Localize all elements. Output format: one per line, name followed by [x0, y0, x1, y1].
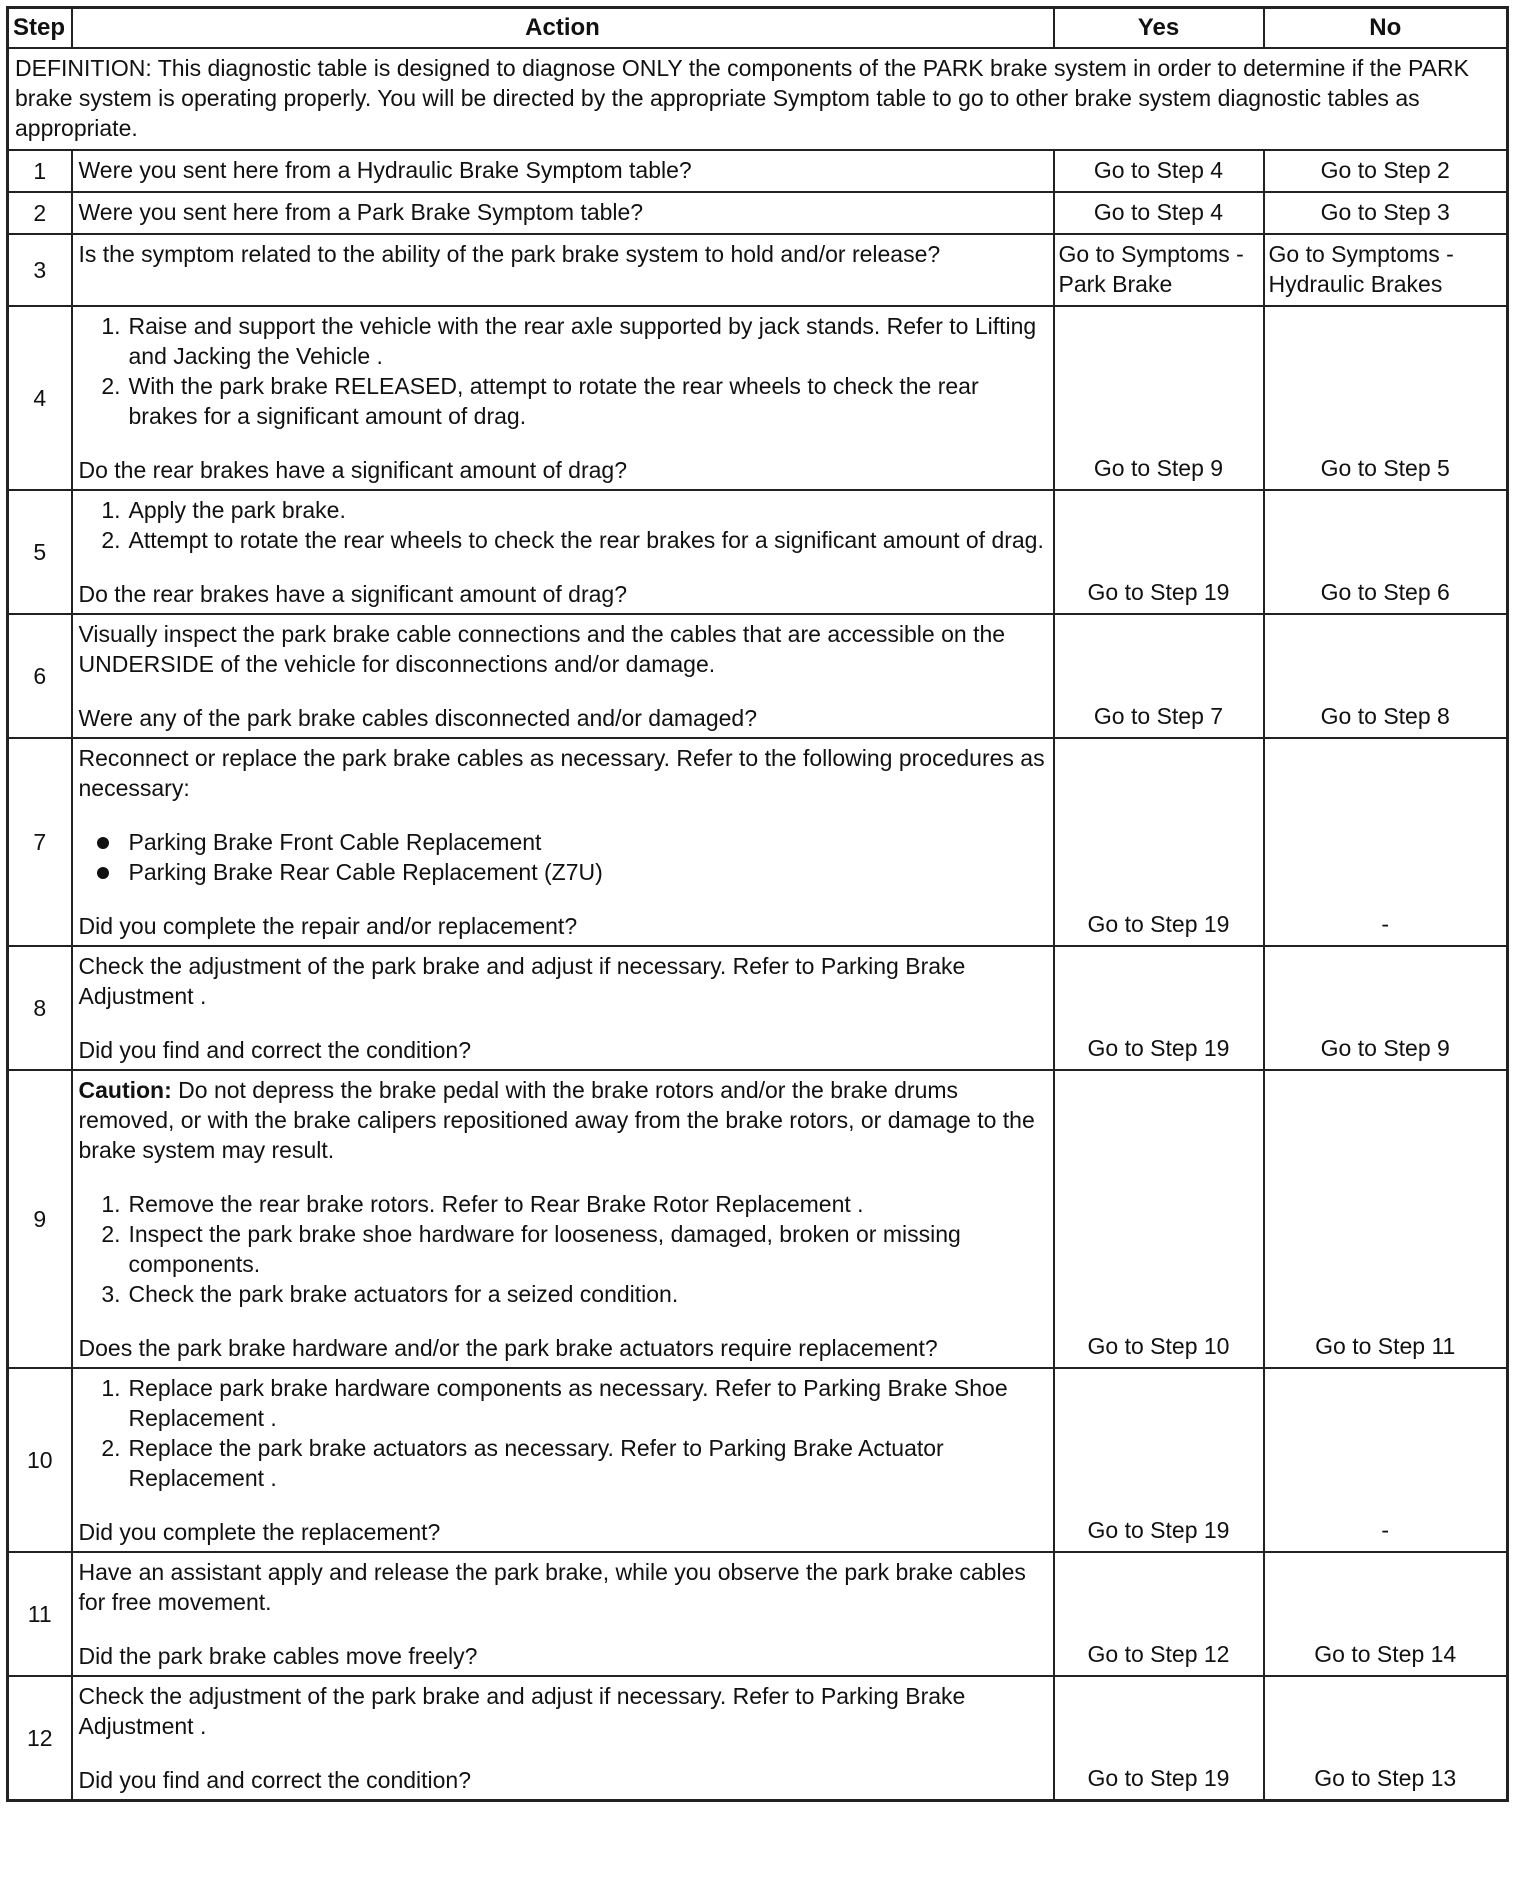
instruction-text: Check the adjustment of the park brake and adjust if necessary. Refer to Parking Brake Adjustment . [78, 1683, 966, 1739]
table-row [8, 192, 1508, 234]
bullet-icon [97, 867, 109, 879]
caution-label: Caution: [78, 1077, 172, 1103]
yes-cell: Go to Step 19 [1054, 946, 1264, 1070]
question-text: Were any of the park brake cables disconnected and/or damaged? [78, 705, 757, 731]
step-number: 2 [8, 192, 72, 234]
definition-text: DEFINITION: This diagnostic table is designed to diagnose ONLY the components of the PARK brake system in order to determine if the PARK brake system is operating properly. You will be directed by the appropriate Symptom table to go to other brake system diagnostic tables as appropriate. [8, 48, 1508, 150]
no-cell: Go to Step 9 [1264, 946, 1508, 1070]
no-cell: Go to Step 11 [1264, 1070, 1508, 1368]
list-item-text: Replace the park brake actuators as necessary. Refer to Parking Brake Actuator Replacement . [128, 1435, 944, 1491]
list-item: 1. Raise and support the vehicle with the rear axle supported by jack stands. Refer to Lifting and Jacking the Vehicle . [101, 313, 1037, 369]
action-cell [72, 614, 1054, 738]
instruction-text: Have an assistant apply and release the park brake, while you observe the park brake cables for free movement. [78, 1559, 1026, 1615]
header-step: Step [8, 8, 72, 49]
question-text: Did the park brake cables move freely? [78, 1643, 478, 1669]
action-cell [72, 192, 1054, 234]
list-item-text: Replace park brake hardware components as necessary. Refer to Parking Brake Shoe Replacement . [128, 1375, 1008, 1431]
caution-text: Do not depress the brake pedal with the brake rotors and/or the brake drums removed, or with the brake calipers repositioned away from the brake rotors, or damage to the brake system may result. [78, 1077, 1035, 1163]
action-cell [72, 1070, 1054, 1368]
list-item-text: Check the park brake actuators for a seized condition. [128, 1281, 679, 1307]
step-number: 10 [8, 1368, 72, 1552]
no-cell: Go to Step 8 [1264, 614, 1508, 738]
step-number: 11 [8, 1552, 72, 1676]
no-cell: Go to Step 6 [1264, 490, 1508, 614]
list-item-text: Raise and support the vehicle with the rear axle supported by jack stands. Refer to Lifting and Jacking the Vehicle . [128, 313, 1037, 369]
caution-note [79, 1075, 1047, 1165]
action-cell [72, 306, 1054, 490]
header-action: Action [72, 8, 1054, 49]
no-cell: Go to Step 14 [1264, 1552, 1508, 1676]
list-item-text: Parking Brake Rear Cable Replacement (Z7U) [128, 859, 603, 885]
list-item [79, 827, 1047, 857]
question-text: Were you sent here from a Park Brake Symptom table? [78, 199, 644, 225]
question-text: Were you sent here from a Hydraulic Brake Symptom table? [78, 157, 692, 183]
question-text: Do the rear brakes have a significant amount of drag? [78, 457, 627, 483]
yes-cell: Go to Step 9 [1054, 306, 1264, 490]
instruction-text: Reconnect or replace the park brake cables as necessary. Refer to the following procedures as necessary: [78, 745, 1045, 801]
procedure-list [79, 1373, 1047, 1493]
no-cell: Go to Step 5 [1264, 306, 1508, 490]
procedure-bullet-list [79, 827, 1047, 887]
step-number: 8 [8, 946, 72, 1070]
question-text: Do the rear brakes have a significant amount of drag? [78, 581, 627, 607]
procedure-list [79, 495, 1047, 555]
no-cell: Go to Step 2 [1264, 150, 1508, 192]
action-cell [72, 1552, 1054, 1676]
list-item: 2. Inspect the park brake shoe hardware for looseness, damaged, broken or missing components. [101, 1221, 961, 1277]
list-item: 2. Attempt to rotate the rear wheels to check the rear brakes for a significant amount of drag. [101, 527, 1044, 553]
step-number: 4 [8, 306, 72, 490]
no-cell: Go to Step 13 [1264, 1676, 1508, 1801]
no-cell: Go to Step 3 [1264, 192, 1508, 234]
step-number: 6 [8, 614, 72, 738]
list-item-text: Inspect the park brake shoe hardware for looseness, damaged, broken or missing components. [128, 1221, 961, 1277]
question-text: Did you find and correct the condition? [78, 1037, 472, 1063]
procedure-list [79, 311, 1047, 431]
yes-cell: Go to Step 19 [1054, 1676, 1264, 1801]
step-number: 9 [8, 1070, 72, 1368]
list-item: 2. Replace the park brake actuators as necessary. Refer to Parking Brake Actuator Replacement . [101, 1435, 944, 1491]
table-row [8, 1552, 1508, 1676]
list-item: 1. Replace park brake hardware components as necessary. Refer to Parking Brake Shoe Replacement . [101, 1375, 1008, 1431]
table-row [8, 306, 1508, 490]
yes-cell: Go to Step 19 [1054, 490, 1264, 614]
yes-cell: Go to Step 19 [1054, 738, 1264, 946]
list-item: 2. With the park brake RELEASED, attempt to rotate the rear wheels to check the rear brakes for a significant amount of drag. [101, 373, 979, 429]
procedure-list [79, 1189, 1047, 1309]
step-number: 12 [8, 1676, 72, 1801]
list-item-text: With the park brake RELEASED, attempt to rotate the rear wheels to check the rear brakes for a significant amount of drag. [128, 373, 979, 429]
header-row [8, 8, 1508, 49]
list-item [79, 857, 1047, 887]
question-text: Did you complete the replacement? [78, 1519, 441, 1545]
yes-cell: Go to Step 4 [1054, 192, 1264, 234]
instruction-text: Check the adjustment of the park brake and adjust if necessary. Refer to Parking Brake Adjustment . [78, 953, 966, 1009]
table-row [8, 614, 1508, 738]
question-text: Did you complete the repair and/or replacement? [78, 913, 578, 939]
table-row [8, 150, 1508, 192]
header-no: No [1264, 8, 1508, 49]
yes-cell: Go to Step 7 [1054, 614, 1264, 738]
list-item-text: Remove the rear brake rotors. Refer to Rear Brake Rotor Replacement . [128, 1191, 864, 1217]
action-cell [72, 150, 1054, 192]
definition-row [8, 48, 1508, 150]
table-row [8, 1676, 1508, 1801]
table-row [8, 738, 1508, 946]
step-number: 5 [8, 490, 72, 614]
yes-cell: Go to Step 12 [1054, 1552, 1264, 1676]
instruction-text: Visually inspect the park brake cable connections and the cables that are accessible on the UNDERSIDE of the vehicle for disconnections and/or damage. [78, 621, 1006, 677]
yes-cell: Go to Step 19 [1054, 1368, 1264, 1552]
table-row [8, 234, 1508, 306]
list-item-text: Apply the park brake. [128, 497, 346, 523]
question-text: Did you find and correct the condition? [78, 1767, 472, 1793]
bullet-icon [97, 837, 109, 849]
no-cell: Go to Symptoms - Hydraulic Brakes [1264, 234, 1508, 306]
action-cell [72, 1676, 1054, 1801]
list-item-text: Attempt to rotate the rear wheels to check the rear brakes for a significant amount of drag. [128, 527, 1044, 553]
step-number: 1 [8, 150, 72, 192]
step-number: 7 [8, 738, 72, 946]
action-cell [72, 490, 1054, 614]
action-cell [72, 1368, 1054, 1552]
table-row [8, 490, 1508, 614]
table-row [8, 946, 1508, 1070]
header-yes: Yes [1054, 8, 1264, 49]
step-number: 3 [8, 234, 72, 306]
yes-cell: Go to Step 4 [1054, 150, 1264, 192]
yes-cell: Go to Step 10 [1054, 1070, 1264, 1368]
no-cell: - [1264, 1368, 1508, 1552]
table-row [8, 1368, 1508, 1552]
list-item-text: Parking Brake Front Cable Replacement [128, 829, 542, 855]
question-text: Is the symptom related to the ability of the park brake system to hold and/or release? [78, 241, 941, 267]
table-row [8, 1070, 1508, 1368]
list-item: 3. Check the park brake actuators for a seized condition. [101, 1281, 679, 1307]
list-item: 1. Apply the park brake. [101, 497, 346, 523]
no-cell: - [1264, 738, 1508, 946]
list-item: 1. Remove the rear brake rotors. Refer to Rear Brake Rotor Replacement . [101, 1191, 864, 1217]
action-cell [72, 946, 1054, 1070]
question-text: Does the park brake hardware and/or the park brake actuators require replacement? [78, 1335, 938, 1361]
diagnostic-table [6, 6, 1509, 1802]
action-cell [72, 738, 1054, 946]
yes-cell: Go to Symptoms - Park Brake [1054, 234, 1264, 306]
action-cell [72, 234, 1054, 306]
